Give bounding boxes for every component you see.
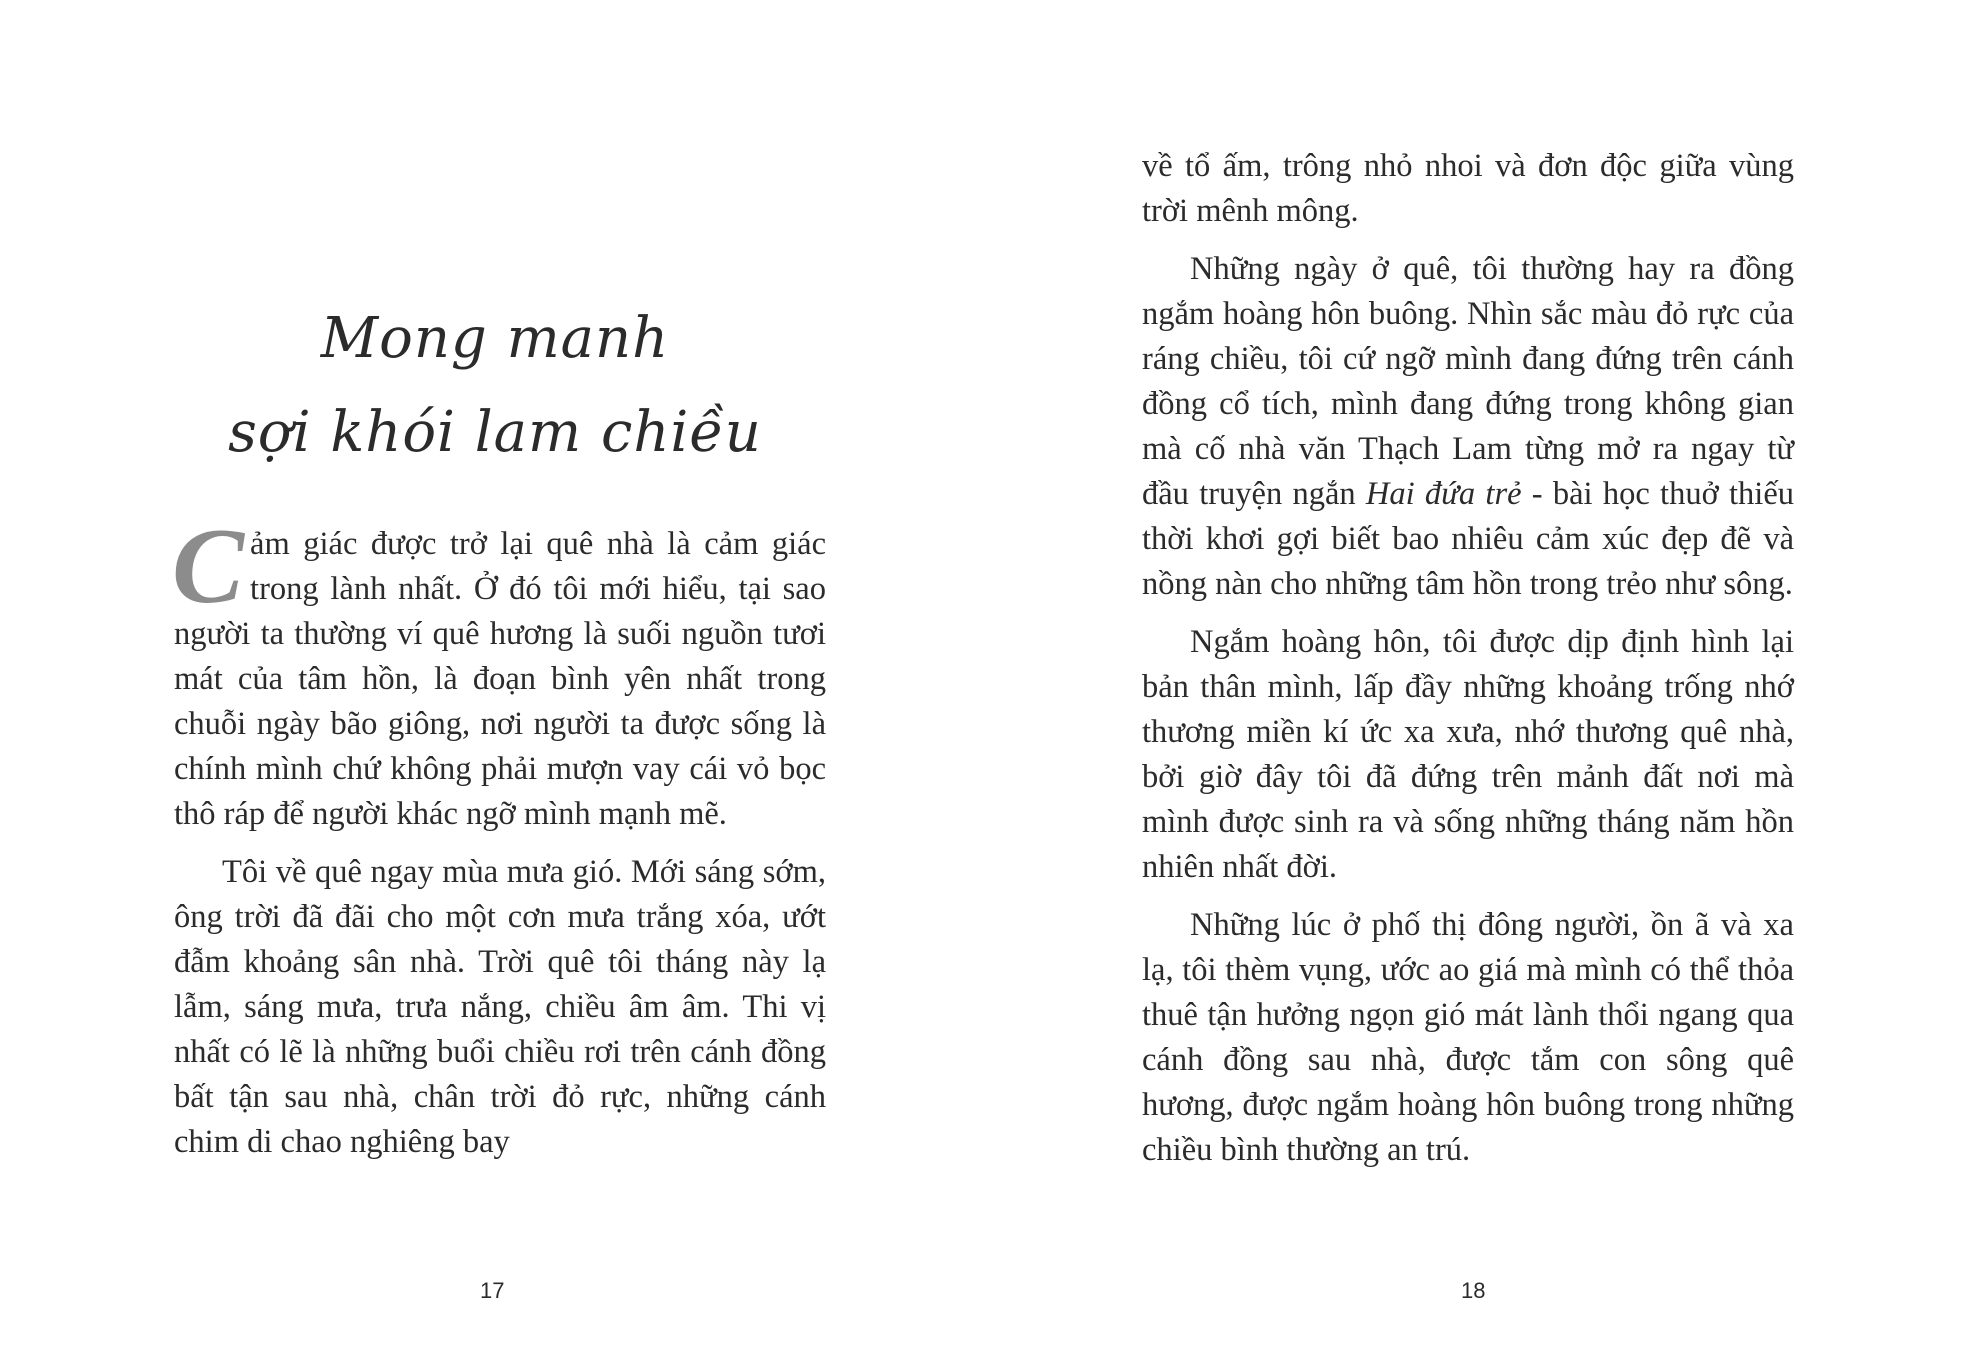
paragraph-1 [172, 507, 826, 837]
chapter-title-line-1: Mong manh [320, 306, 670, 371]
chapter-title [170, 292, 820, 480]
paragraph-3-text-b: - bài học thuở thiếu thời khơi gợi biết bao nhiêu cảm xúc đẹp đẽ và nồng nàn cho những tâm hồn trong trẻo như sông. [1142, 476, 1794, 602]
page-number-left: 17 [480, 1278, 505, 1303]
paragraph-2: Tôi về quê ngay mùa mưa gió. Mới sáng sớm, ông trời đã đãi cho một cơn mưa trắng xóa, ướt đẫm khoảng sân nhà. Trời quê tôi tháng này lạ lẫm, sáng mưa, trưa nắng, chiều âm âm. Thi vị nhất có lẽ là những buổi chiều rơi trên cánh đồng bất tận sau nhà, chân trời đỏ rực, những cánh chim di chao nghiêng bay [174, 854, 826, 1160]
story-title-italic: Hai đứa trẻ [1365, 476, 1522, 512]
drop-cap-letter: C [172, 507, 245, 626]
chapter-title-line-2: sợi khói lam chiều [228, 400, 762, 465]
paragraph-4: Ngắm hoàng hôn, tôi được dịp định hình lại bản thân mình, lấp đầy những khoảng trống nhớ thương miền kí ức xa xưa, nhớ thương quê nhà, bởi giờ đây tôi đã đứng trên mảnh đất nơi mà mình được sinh ra và sống những tháng năm hồn nhiên nhất đời. [1142, 624, 1794, 885]
paragraph-5: Những lúc ở phố thị đông người, ồn ã và xa lạ, tôi thèm vụng, ước ao giá mà mình có thể thỏa thuê tận hưởng ngọn gió mát lành thổi ngang qua cánh đồng sau nhà, được tắm con sông quê hương, được ngắm hoàng hôn buông trong những chiều bình thường an trú. [1142, 907, 1794, 1168]
left-body-text [172, 507, 826, 1178]
paragraph-3 [1142, 247, 1794, 607]
paragraph-1-text: ảm giác được trở lại quê nhà là cảm giác trong lành nhất. Ở đó tôi mới hiểu, tại sao người ta thường ví quê hương là suối nguồn tươi mát của tâm hồn, là đoạn bình yên nhất trong chuỗi ngày bão giông, nơi người ta được sống là chính mình chứ không phải mượn vay cái vỏ bọc thô ráp để người khác ngỡ mình mạnh mẽ. [174, 526, 826, 832]
right-body-text [1142, 144, 1794, 1186]
right-page [990, 0, 1981, 1371]
continuation-paragraph: về tổ ấm, trông nhỏ nhoi và đơn độc giữa vùng trời mênh mông. [1142, 148, 1794, 229]
page-number-right: 18 [1461, 1278, 1486, 1303]
paragraph-3-text-a: Những ngày ở quê, tôi thường hay ra đồng ngắm hoàng hôn buông. Nhìn sắc màu đỏ rực của ráng chiều, tôi cứ ngỡ mình đang đứng trên cánh đồng cổ tích, mình đang đứng trong không gian mà cố nhà văn Thạch Lam từng mở ra ngay từ đầu truyện ngắn [1142, 251, 1794, 512]
left-page [0, 0, 990, 1371]
